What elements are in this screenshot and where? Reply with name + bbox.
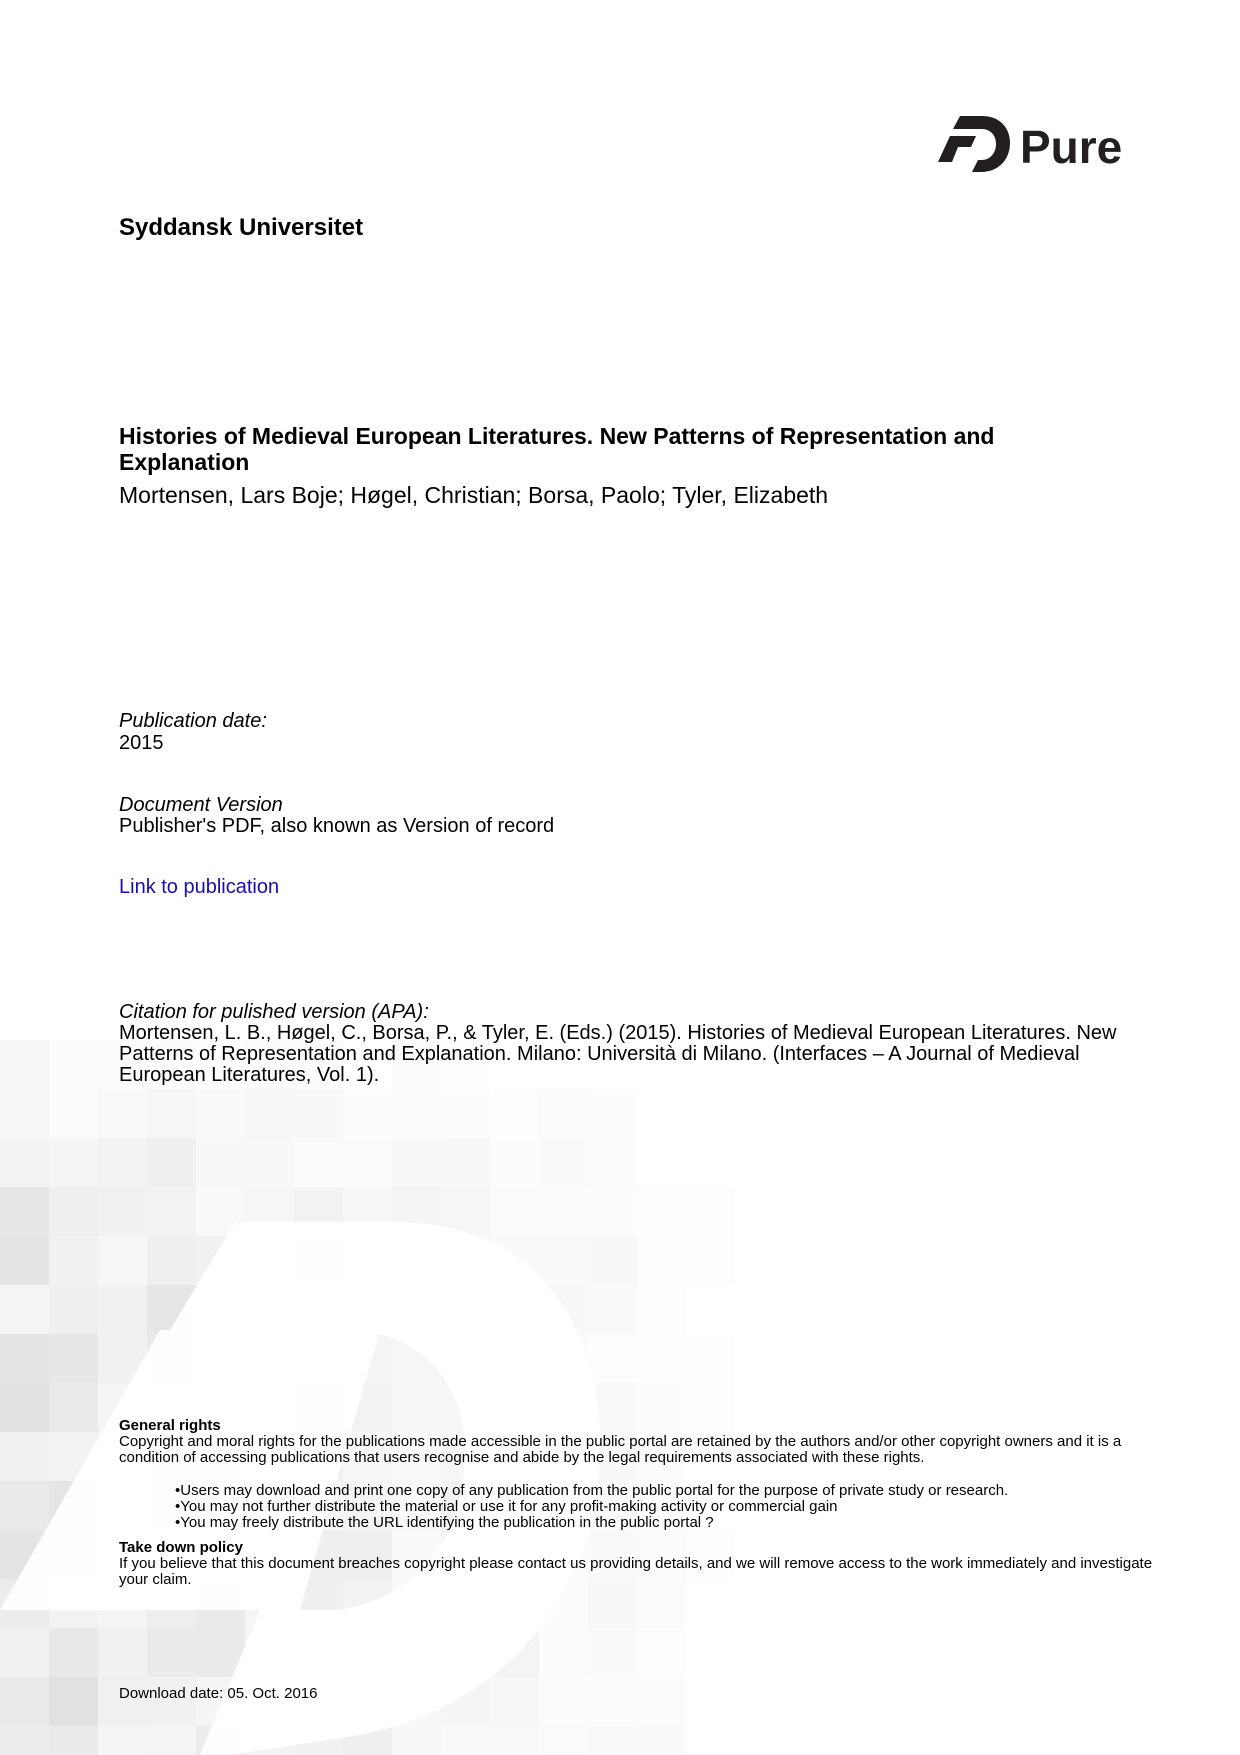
- rights-section: [119, 1418, 1159, 1588]
- take-down-heading: Take down policy: [119, 1539, 243, 1556]
- publication-date-value: 2015: [119, 732, 164, 754]
- pure-logo-icon: [938, 116, 1010, 172]
- publication-title: Histories of Medieval European Literatures. New Patterns of Representation and Explanation: [119, 423, 995, 475]
- rights-list-item: • You may not further distribute the material or use it for any profit-making activity or commercial gain: [175, 1499, 1159, 1515]
- general-rights-text: Copyright and moral rights for the publications made accessible in the public portal are retained by the authors and/or other copyright owners and it is a condition of accessing publications that users recognise and abide by the legal requirements associated with these rights.: [119, 1433, 1122, 1466]
- take-down-text: If you believe that this document breaches copyright please contact us providing details, and we will remove access to the work immediately and investigate your claim.: [119, 1555, 1153, 1588]
- pure-logo-text: Pure: [1020, 121, 1123, 173]
- publication-date-label: Publication date:: [119, 710, 267, 732]
- general-rights-heading: General rights: [119, 1417, 221, 1434]
- download-date: Download date: 05. Oct. 2016: [119, 1685, 318, 1702]
- rights-list-item: • Users may download and print one copy of any publication from the public portal for the purpose of private study or research.: [175, 1483, 1159, 1499]
- document-version-label: Document Version: [119, 794, 283, 816]
- publication-authors: Mortensen, Lars Boje; Høgel, Christian; Borsa, Paolo; Tyler, Elizabeth: [119, 482, 829, 508]
- citation-label: Citation for pulished version (APA):: [119, 1001, 429, 1023]
- citation-text: Mortensen, L. B., Høgel, C., Borsa, P., & Tyler, E. (Eds.) (2015). Histories of Medieval European Literatures. New Patterns of Representation and Explanation. Milano: Università di Milano. (Interfaces – A Journal of Medieval European Literatures, Vol. 1).: [119, 1022, 1117, 1086]
- rights-list-item: • You may freely distribute the URL identifying the publication in the public portal ?: [175, 1515, 1159, 1531]
- pure-logo: [938, 112, 1126, 180]
- rights-list: [175, 1483, 1159, 1531]
- university-name: Syddansk Universitet: [119, 214, 364, 241]
- document-version-value: Publisher's PDF, also known as Version of record: [119, 815, 555, 837]
- link-to-publication[interactable]: Link to publication: [119, 876, 280, 898]
